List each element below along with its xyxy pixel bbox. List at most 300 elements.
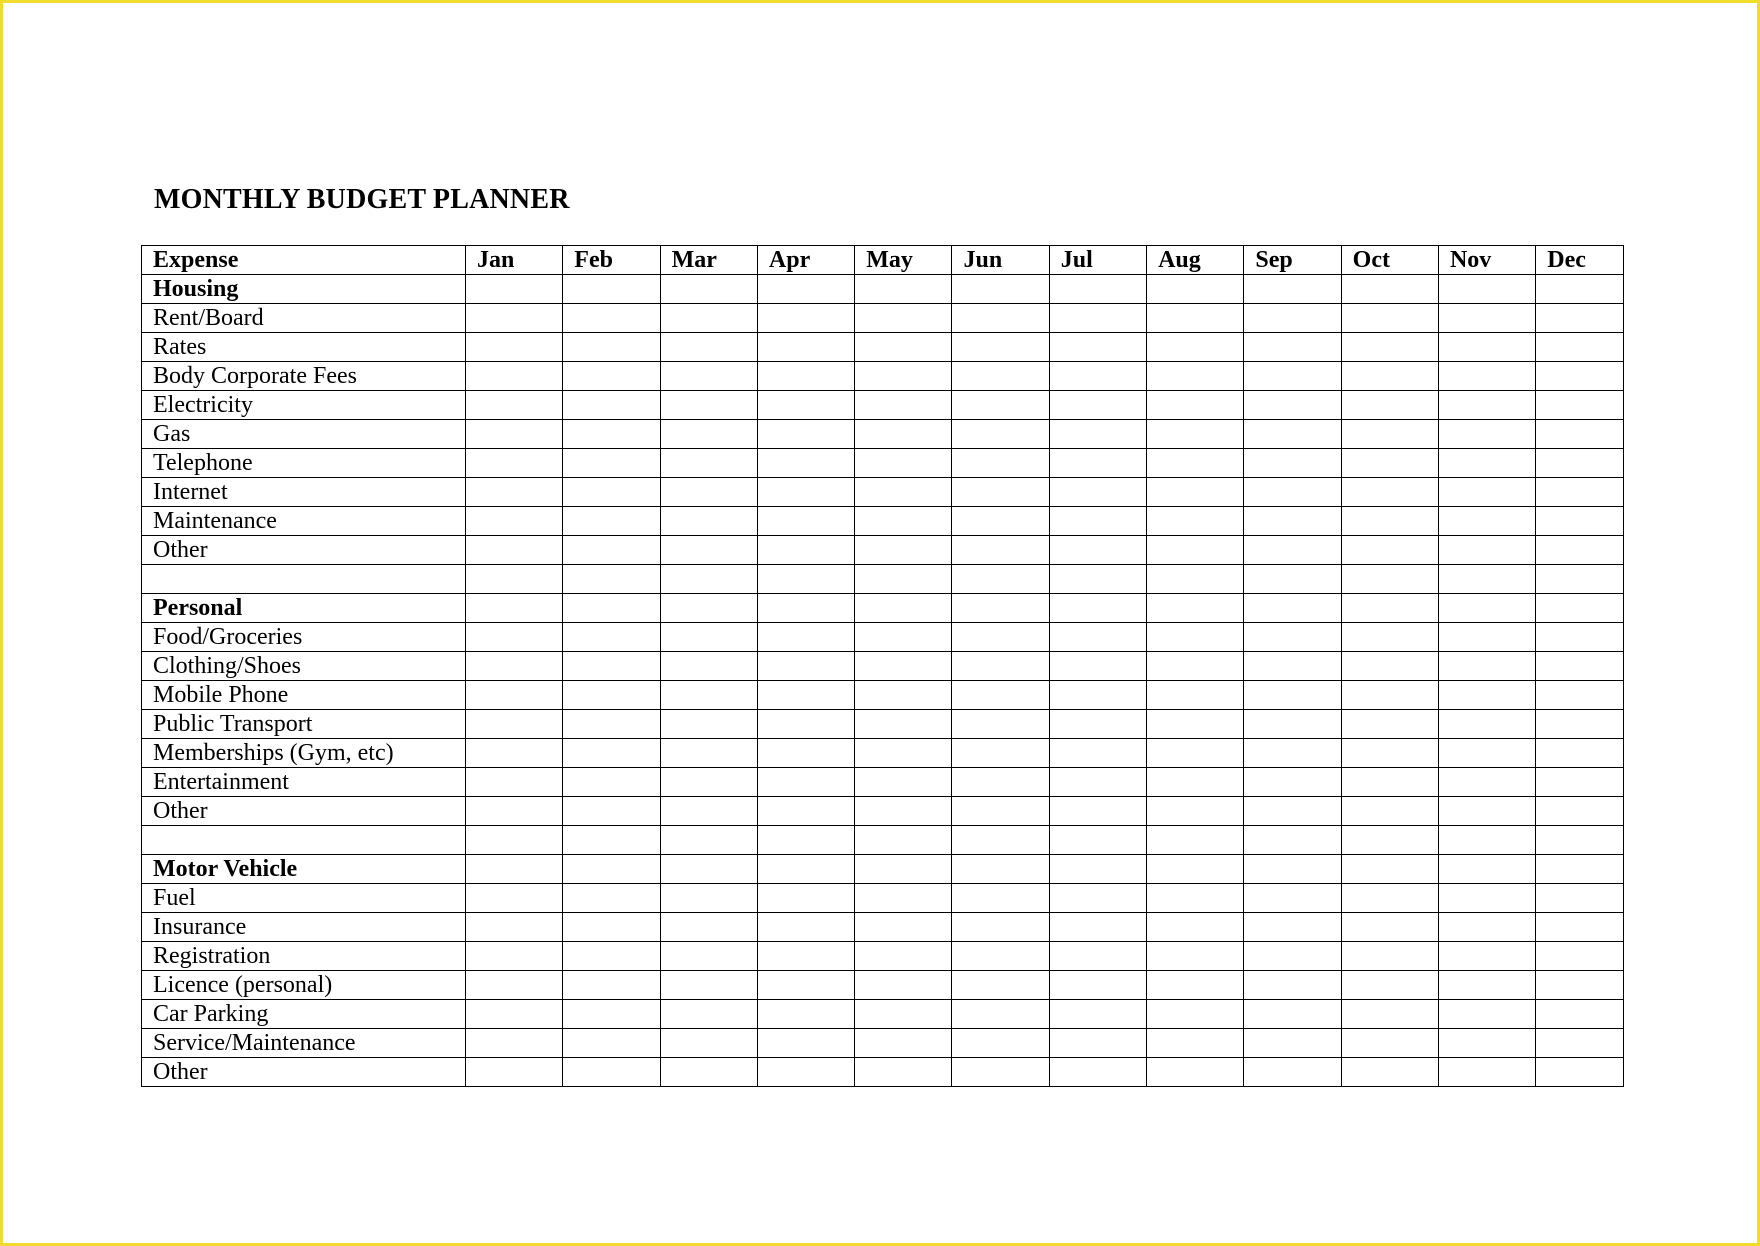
month-cell[interactable] <box>757 680 854 709</box>
month-cell[interactable] <box>1341 999 1438 1028</box>
month-cell[interactable] <box>563 333 660 362</box>
month-cell[interactable] <box>1438 420 1535 449</box>
month-cell[interactable] <box>1147 333 1244 362</box>
month-cell[interactable] <box>1049 536 1146 565</box>
month-cell[interactable] <box>1536 622 1624 651</box>
month-cell[interactable] <box>660 796 757 825</box>
month-cell[interactable] <box>1536 333 1624 362</box>
month-cell[interactable] <box>1536 420 1624 449</box>
month-cell[interactable] <box>1536 651 1624 680</box>
month-cell[interactable] <box>757 275 854 304</box>
month-cell[interactable] <box>1049 999 1146 1028</box>
month-cell[interactable] <box>757 1028 854 1057</box>
month-cell[interactable] <box>466 651 563 680</box>
month-cell[interactable] <box>563 420 660 449</box>
month-cell[interactable] <box>1438 1028 1535 1057</box>
month-cell[interactable] <box>1244 1028 1341 1057</box>
month-cell[interactable] <box>563 796 660 825</box>
month-cell[interactable] <box>1341 275 1438 304</box>
month-cell[interactable] <box>855 478 952 507</box>
month-cell[interactable] <box>1049 478 1146 507</box>
month-cell[interactable] <box>855 391 952 420</box>
month-cell[interactable] <box>563 680 660 709</box>
month-cell[interactable] <box>466 593 563 622</box>
month-cell[interactable] <box>952 622 1049 651</box>
month-cell[interactable] <box>563 825 660 854</box>
month-cell[interactable] <box>1536 593 1624 622</box>
month-cell[interactable] <box>1147 854 1244 883</box>
month-cell[interactable] <box>1438 507 1535 536</box>
month-cell[interactable] <box>757 825 854 854</box>
month-cell[interactable] <box>1438 362 1535 391</box>
month-cell[interactable] <box>1049 275 1146 304</box>
month-cell[interactable] <box>563 970 660 999</box>
month-cell[interactable] <box>757 507 854 536</box>
month-cell[interactable] <box>1049 304 1146 333</box>
month-cell[interactable] <box>1341 651 1438 680</box>
month-cell[interactable] <box>952 333 1049 362</box>
month-cell[interactable] <box>466 1028 563 1057</box>
month-cell[interactable] <box>1147 709 1244 738</box>
month-cell[interactable] <box>757 304 854 333</box>
month-cell[interactable] <box>660 999 757 1028</box>
month-cell[interactable] <box>1341 796 1438 825</box>
month-cell[interactable] <box>1536 970 1624 999</box>
month-cell[interactable] <box>660 1057 757 1086</box>
month-cell[interactable] <box>1049 333 1146 362</box>
month-cell[interactable] <box>855 767 952 796</box>
month-cell[interactable] <box>1536 883 1624 912</box>
month-cell[interactable] <box>1536 854 1624 883</box>
month-cell[interactable] <box>660 362 757 391</box>
month-cell[interactable] <box>1536 478 1624 507</box>
month-cell[interactable] <box>1438 391 1535 420</box>
month-cell[interactable] <box>1438 536 1535 565</box>
month-cell[interactable] <box>1049 507 1146 536</box>
month-cell[interactable] <box>660 333 757 362</box>
month-cell[interactable] <box>1244 825 1341 854</box>
month-cell[interactable] <box>855 825 952 854</box>
month-cell[interactable] <box>757 622 854 651</box>
month-cell[interactable] <box>660 854 757 883</box>
month-cell[interactable] <box>1244 912 1341 941</box>
month-cell[interactable] <box>1341 593 1438 622</box>
month-cell[interactable] <box>757 420 854 449</box>
month-cell[interactable] <box>563 883 660 912</box>
month-cell[interactable] <box>1147 593 1244 622</box>
month-cell[interactable] <box>563 1028 660 1057</box>
month-cell[interactable] <box>1049 854 1146 883</box>
month-cell[interactable] <box>1536 1057 1624 1086</box>
month-cell[interactable] <box>1536 912 1624 941</box>
month-cell[interactable] <box>1049 709 1146 738</box>
month-cell[interactable] <box>855 1028 952 1057</box>
month-cell[interactable] <box>660 912 757 941</box>
month-cell[interactable] <box>466 362 563 391</box>
month-cell[interactable] <box>466 391 563 420</box>
month-cell[interactable] <box>1536 304 1624 333</box>
month-cell[interactable] <box>855 304 952 333</box>
month-cell[interactable] <box>1438 912 1535 941</box>
month-cell[interactable] <box>1049 1057 1146 1086</box>
month-cell[interactable] <box>1341 420 1438 449</box>
month-cell[interactable] <box>466 420 563 449</box>
month-cell[interactable] <box>1147 651 1244 680</box>
month-cell[interactable] <box>466 1057 563 1086</box>
month-cell[interactable] <box>855 883 952 912</box>
month-cell[interactable] <box>952 738 1049 767</box>
month-cell[interactable] <box>1147 622 1244 651</box>
month-cell[interactable] <box>466 478 563 507</box>
month-cell[interactable] <box>952 970 1049 999</box>
month-cell[interactable] <box>1438 593 1535 622</box>
month-cell[interactable] <box>466 970 563 999</box>
month-cell[interactable] <box>1244 622 1341 651</box>
month-cell[interactable] <box>1341 1028 1438 1057</box>
month-cell[interactable] <box>757 565 854 594</box>
month-cell[interactable] <box>1244 651 1341 680</box>
month-cell[interactable] <box>1147 825 1244 854</box>
month-cell[interactable] <box>563 275 660 304</box>
month-cell[interactable] <box>1244 333 1341 362</box>
month-cell[interactable] <box>1438 275 1535 304</box>
month-cell[interactable] <box>757 1057 854 1086</box>
month-cell[interactable] <box>1341 970 1438 999</box>
month-cell[interactable] <box>1536 391 1624 420</box>
month-cell[interactable] <box>1147 304 1244 333</box>
month-cell[interactable] <box>1049 912 1146 941</box>
month-cell[interactable] <box>660 420 757 449</box>
month-cell[interactable] <box>660 651 757 680</box>
month-cell[interactable] <box>660 565 757 594</box>
month-cell[interactable] <box>757 449 854 478</box>
month-cell[interactable] <box>1049 883 1146 912</box>
month-cell[interactable] <box>757 970 854 999</box>
month-cell[interactable] <box>1147 970 1244 999</box>
month-cell[interactable] <box>1536 941 1624 970</box>
month-cell[interactable] <box>1536 738 1624 767</box>
month-cell[interactable] <box>563 738 660 767</box>
month-cell[interactable] <box>1049 362 1146 391</box>
month-cell[interactable] <box>757 362 854 391</box>
month-cell[interactable] <box>855 651 952 680</box>
month-cell[interactable] <box>1147 912 1244 941</box>
month-cell[interactable] <box>466 565 563 594</box>
month-cell[interactable] <box>952 420 1049 449</box>
month-cell[interactable] <box>1341 333 1438 362</box>
month-cell[interactable] <box>563 304 660 333</box>
month-cell[interactable] <box>1536 536 1624 565</box>
month-cell[interactable] <box>1049 825 1146 854</box>
month-cell[interactable] <box>757 767 854 796</box>
month-cell[interactable] <box>1341 941 1438 970</box>
month-cell[interactable] <box>660 275 757 304</box>
month-cell[interactable] <box>660 680 757 709</box>
month-cell[interactable] <box>1438 449 1535 478</box>
month-cell[interactable] <box>563 362 660 391</box>
month-cell[interactable] <box>952 651 1049 680</box>
month-cell[interactable] <box>757 478 854 507</box>
month-cell[interactable] <box>757 912 854 941</box>
month-cell[interactable] <box>563 1057 660 1086</box>
month-cell[interactable] <box>1536 275 1624 304</box>
month-cell[interactable] <box>1147 391 1244 420</box>
month-cell[interactable] <box>466 767 563 796</box>
month-cell[interactable] <box>1341 391 1438 420</box>
month-cell[interactable] <box>1244 941 1341 970</box>
month-cell[interactable] <box>757 941 854 970</box>
month-cell[interactable] <box>660 478 757 507</box>
month-cell[interactable] <box>1049 391 1146 420</box>
month-cell[interactable] <box>1536 825 1624 854</box>
month-cell[interactable] <box>952 536 1049 565</box>
month-cell[interactable] <box>1536 999 1624 1028</box>
month-cell[interactable] <box>952 680 1049 709</box>
month-cell[interactable] <box>1536 362 1624 391</box>
month-cell[interactable] <box>1341 304 1438 333</box>
month-cell[interactable] <box>952 391 1049 420</box>
month-cell[interactable] <box>855 941 952 970</box>
month-cell[interactable] <box>855 507 952 536</box>
month-cell[interactable] <box>1341 449 1438 478</box>
month-cell[interactable] <box>1049 767 1146 796</box>
month-cell[interactable] <box>855 333 952 362</box>
month-cell[interactable] <box>1147 449 1244 478</box>
month-cell[interactable] <box>855 796 952 825</box>
month-cell[interactable] <box>660 507 757 536</box>
month-cell[interactable] <box>757 391 854 420</box>
month-cell[interactable] <box>1438 622 1535 651</box>
month-cell[interactable] <box>563 912 660 941</box>
month-cell[interactable] <box>1049 1028 1146 1057</box>
month-cell[interactable] <box>466 507 563 536</box>
month-cell[interactable] <box>466 883 563 912</box>
month-cell[interactable] <box>1438 651 1535 680</box>
month-cell[interactable] <box>757 333 854 362</box>
month-cell[interactable] <box>1244 391 1341 420</box>
month-cell[interactable] <box>1049 651 1146 680</box>
month-cell[interactable] <box>1147 507 1244 536</box>
month-cell[interactable] <box>563 767 660 796</box>
month-cell[interactable] <box>660 825 757 854</box>
month-cell[interactable] <box>757 536 854 565</box>
month-cell[interactable] <box>855 420 952 449</box>
month-cell[interactable] <box>563 507 660 536</box>
month-cell[interactable] <box>1438 825 1535 854</box>
month-cell[interactable] <box>1147 478 1244 507</box>
month-cell[interactable] <box>1341 536 1438 565</box>
month-cell[interactable] <box>1438 767 1535 796</box>
month-cell[interactable] <box>1244 738 1341 767</box>
month-cell[interactable] <box>466 825 563 854</box>
month-cell[interactable] <box>1341 507 1438 536</box>
month-cell[interactable] <box>855 854 952 883</box>
month-cell[interactable] <box>660 593 757 622</box>
month-cell[interactable] <box>757 738 854 767</box>
month-cell[interactable] <box>466 536 563 565</box>
month-cell[interactable] <box>1147 1057 1244 1086</box>
month-cell[interactable] <box>1049 796 1146 825</box>
month-cell[interactable] <box>1049 738 1146 767</box>
month-cell[interactable] <box>1438 941 1535 970</box>
month-cell[interactable] <box>1244 507 1341 536</box>
month-cell[interactable] <box>660 449 757 478</box>
month-cell[interactable] <box>855 709 952 738</box>
month-cell[interactable] <box>855 912 952 941</box>
month-cell[interactable] <box>1244 883 1341 912</box>
month-cell[interactable] <box>1438 738 1535 767</box>
month-cell[interactable] <box>1147 536 1244 565</box>
month-cell[interactable] <box>757 796 854 825</box>
month-cell[interactable] <box>660 970 757 999</box>
month-cell[interactable] <box>1147 796 1244 825</box>
month-cell[interactable] <box>1341 709 1438 738</box>
month-cell[interactable] <box>855 970 952 999</box>
month-cell[interactable] <box>1438 565 1535 594</box>
month-cell[interactable] <box>757 999 854 1028</box>
month-cell[interactable] <box>1536 767 1624 796</box>
month-cell[interactable] <box>563 593 660 622</box>
month-cell[interactable] <box>1341 1057 1438 1086</box>
month-cell[interactable] <box>563 854 660 883</box>
month-cell[interactable] <box>1244 304 1341 333</box>
month-cell[interactable] <box>952 883 1049 912</box>
month-cell[interactable] <box>1438 680 1535 709</box>
month-cell[interactable] <box>1049 680 1146 709</box>
month-cell[interactable] <box>466 912 563 941</box>
month-cell[interactable] <box>855 565 952 594</box>
month-cell[interactable] <box>1147 275 1244 304</box>
month-cell[interactable] <box>855 622 952 651</box>
month-cell[interactable] <box>1147 883 1244 912</box>
month-cell[interactable] <box>660 738 757 767</box>
month-cell[interactable] <box>952 999 1049 1028</box>
month-cell[interactable] <box>855 1057 952 1086</box>
month-cell[interactable] <box>1244 536 1341 565</box>
month-cell[interactable] <box>1536 709 1624 738</box>
month-cell[interactable] <box>1438 854 1535 883</box>
month-cell[interactable] <box>1244 275 1341 304</box>
month-cell[interactable] <box>952 1028 1049 1057</box>
month-cell[interactable] <box>1147 767 1244 796</box>
month-cell[interactable] <box>1147 420 1244 449</box>
month-cell[interactable] <box>1049 970 1146 999</box>
month-cell[interactable] <box>563 622 660 651</box>
month-cell[interactable] <box>757 709 854 738</box>
month-cell[interactable] <box>952 767 1049 796</box>
month-cell[interactable] <box>466 941 563 970</box>
month-cell[interactable] <box>1049 449 1146 478</box>
month-cell[interactable] <box>1341 825 1438 854</box>
month-cell[interactable] <box>466 680 563 709</box>
month-cell[interactable] <box>1244 796 1341 825</box>
month-cell[interactable] <box>855 999 952 1028</box>
month-cell[interactable] <box>952 275 1049 304</box>
month-cell[interactable] <box>1147 738 1244 767</box>
month-cell[interactable] <box>1147 680 1244 709</box>
month-cell[interactable] <box>952 362 1049 391</box>
month-cell[interactable] <box>1536 449 1624 478</box>
month-cell[interactable] <box>757 854 854 883</box>
month-cell[interactable] <box>1438 999 1535 1028</box>
month-cell[interactable] <box>1536 565 1624 594</box>
month-cell[interactable] <box>563 999 660 1028</box>
month-cell[interactable] <box>757 883 854 912</box>
month-cell[interactable] <box>952 825 1049 854</box>
month-cell[interactable] <box>1244 449 1341 478</box>
month-cell[interactable] <box>563 478 660 507</box>
month-cell[interactable] <box>563 709 660 738</box>
month-cell[interactable] <box>563 391 660 420</box>
month-cell[interactable] <box>466 709 563 738</box>
month-cell[interactable] <box>1244 970 1341 999</box>
month-cell[interactable] <box>952 304 1049 333</box>
month-cell[interactable] <box>855 593 952 622</box>
month-cell[interactable] <box>1244 680 1341 709</box>
month-cell[interactable] <box>563 449 660 478</box>
month-cell[interactable] <box>660 304 757 333</box>
month-cell[interactable] <box>1244 593 1341 622</box>
month-cell[interactable] <box>1049 565 1146 594</box>
month-cell[interactable] <box>466 738 563 767</box>
month-cell[interactable] <box>757 593 854 622</box>
month-cell[interactable] <box>855 362 952 391</box>
month-cell[interactable] <box>1147 1028 1244 1057</box>
month-cell[interactable] <box>1438 970 1535 999</box>
month-cell[interactable] <box>1536 507 1624 536</box>
month-cell[interactable] <box>1049 593 1146 622</box>
month-cell[interactable] <box>952 709 1049 738</box>
month-cell[interactable] <box>466 622 563 651</box>
month-cell[interactable] <box>466 999 563 1028</box>
month-cell[interactable] <box>1244 565 1341 594</box>
month-cell[interactable] <box>1341 565 1438 594</box>
month-cell[interactable] <box>855 738 952 767</box>
month-cell[interactable] <box>1341 767 1438 796</box>
month-cell[interactable] <box>1049 420 1146 449</box>
month-cell[interactable] <box>952 449 1049 478</box>
month-cell[interactable] <box>1244 420 1341 449</box>
month-cell[interactable] <box>1536 796 1624 825</box>
month-cell[interactable] <box>1438 709 1535 738</box>
month-cell[interactable] <box>1049 622 1146 651</box>
month-cell[interactable] <box>1438 796 1535 825</box>
month-cell[interactable] <box>1341 362 1438 391</box>
month-cell[interactable] <box>660 536 757 565</box>
month-cell[interactable] <box>855 680 952 709</box>
month-cell[interactable] <box>952 796 1049 825</box>
month-cell[interactable] <box>1244 1057 1341 1086</box>
month-cell[interactable] <box>466 304 563 333</box>
month-cell[interactable] <box>1244 854 1341 883</box>
month-cell[interactable] <box>563 651 660 680</box>
month-cell[interactable] <box>660 941 757 970</box>
month-cell[interactable] <box>1341 738 1438 767</box>
month-cell[interactable] <box>1341 854 1438 883</box>
month-cell[interactable] <box>1244 362 1341 391</box>
month-cell[interactable] <box>855 449 952 478</box>
month-cell[interactable] <box>660 622 757 651</box>
month-cell[interactable] <box>660 709 757 738</box>
month-cell[interactable] <box>1438 1057 1535 1086</box>
month-cell[interactable] <box>1438 304 1535 333</box>
month-cell[interactable] <box>466 333 563 362</box>
month-cell[interactable] <box>466 275 563 304</box>
month-cell[interactable] <box>952 478 1049 507</box>
month-cell[interactable] <box>952 912 1049 941</box>
month-cell[interactable] <box>1147 565 1244 594</box>
month-cell[interactable] <box>466 854 563 883</box>
